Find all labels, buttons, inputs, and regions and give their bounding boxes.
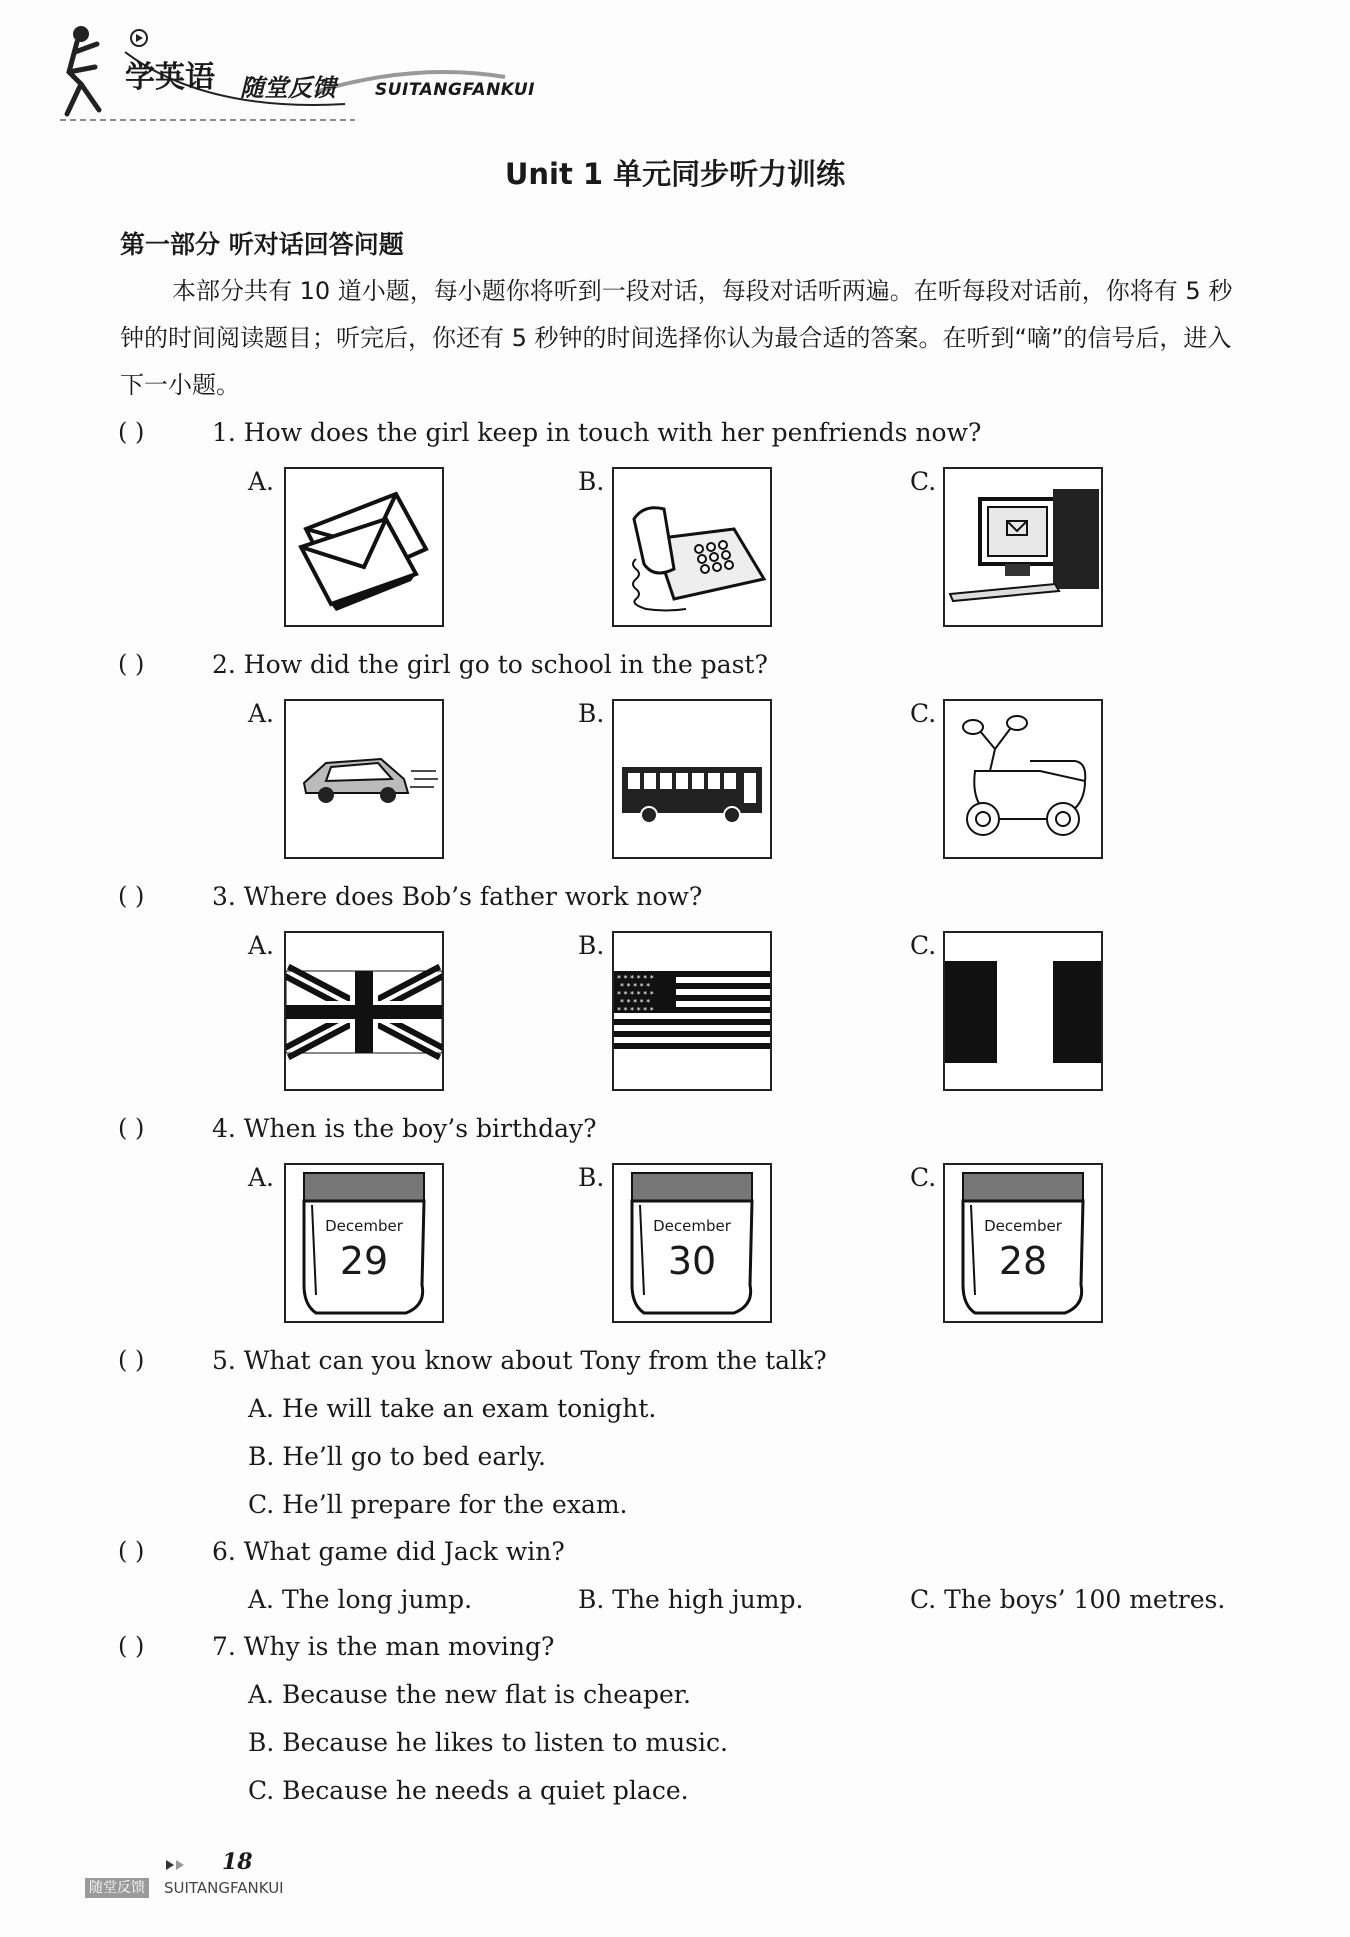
- us-flag-icon: [614, 933, 770, 1089]
- option-label: C.: [910, 1163, 937, 1192]
- option-c[interactable]: C. The boys’ 100 metres.: [910, 1585, 1226, 1614]
- answer-blank[interactable]: ( ): [118, 1346, 145, 1374]
- question-3: 3. Where does Bob’s father work now?: [212, 882, 703, 911]
- option-b[interactable]: B. Because he likes to listen to music.: [248, 1728, 728, 1757]
- option-image-telephone[interactable]: [612, 467, 772, 627]
- option-label: B.: [578, 467, 605, 496]
- option-label: A.: [248, 1163, 275, 1192]
- svg-text:* * * * * *: * * * * * *: [617, 990, 654, 999]
- option-image-calendar[interactable]: [284, 1163, 444, 1323]
- calendar-month: December: [984, 1217, 1062, 1235]
- calendar-month: December: [653, 1217, 731, 1235]
- footer-tag-en: SUITANGFANKUI: [164, 1879, 284, 1897]
- calendar-month: December: [325, 1217, 403, 1235]
- svg-text:* * * * * *: * * * * * *: [617, 974, 654, 983]
- page-number: 18: [222, 1849, 253, 1875]
- svg-text:* * * * * *: * * * * * *: [617, 1006, 654, 1015]
- option-c[interactable]: C. Because he needs a quiet place.: [248, 1776, 689, 1805]
- footer-tag: 随堂反馈: [85, 1878, 149, 1898]
- option-label: C.: [910, 467, 937, 496]
- option-image-bus[interactable]: [612, 699, 772, 859]
- question-4: 4. When is the boy’s birthday?: [212, 1114, 597, 1143]
- option-label: B.: [578, 1163, 605, 1192]
- option-label: B.: [578, 699, 605, 728]
- envelope-icon: [286, 469, 442, 625]
- uk-flag-icon: [286, 933, 442, 1089]
- option-label: C.: [910, 931, 937, 960]
- calendar-day: 28: [998, 1239, 1048, 1283]
- scooter-icon: [945, 701, 1101, 857]
- option-a[interactable]: A. He will take an exam tonight.: [248, 1394, 657, 1423]
- telephone-icon: [614, 469, 770, 625]
- option-a[interactable]: A. The long jump.: [248, 1585, 473, 1614]
- question-1: 1. How does the girl keep in touch with her penfriends now?: [212, 418, 982, 447]
- header-subtitle-en: SUITANGFANKUI: [375, 80, 535, 100]
- option-image-uk-flag[interactable]: [284, 931, 444, 1091]
- option-image-scooter[interactable]: [943, 699, 1103, 859]
- calendar-day: 30: [667, 1239, 717, 1283]
- header-title: 学英语: [125, 60, 215, 95]
- option-label: A.: [248, 699, 275, 728]
- bus-icon: [614, 701, 770, 857]
- question-5: 5. What can you know about Tony from the talk?: [212, 1346, 827, 1375]
- svg-text:* * * * *: * * * * *: [620, 998, 651, 1007]
- answer-blank[interactable]: ( ): [118, 418, 145, 446]
- option-label: A.: [248, 931, 275, 960]
- option-image-computer[interactable]: [943, 467, 1103, 627]
- option-b[interactable]: B. The high jump.: [578, 1585, 804, 1614]
- car-icon: [286, 701, 442, 857]
- tricolour-flag-icon: [945, 933, 1101, 1089]
- option-image-calendar[interactable]: [943, 1163, 1103, 1323]
- answer-blank[interactable]: ( ): [118, 1632, 145, 1660]
- option-label: A.: [248, 467, 275, 496]
- double-arrow-icon: [166, 1858, 188, 1872]
- option-a[interactable]: A. Because the new flat is cheaper.: [248, 1680, 691, 1709]
- answer-blank[interactable]: ( ): [118, 1537, 145, 1565]
- answer-blank[interactable]: ( ): [118, 650, 145, 678]
- option-label: C.: [910, 699, 937, 728]
- answer-blank[interactable]: ( ): [118, 1114, 145, 1142]
- option-image-us-flag[interactable]: [612, 931, 772, 1091]
- calendar-day: 29: [339, 1239, 389, 1283]
- option-b[interactable]: B. He’ll go to bed early.: [248, 1442, 546, 1471]
- question-7: 7. Why is the man moving?: [212, 1632, 555, 1661]
- answer-blank[interactable]: ( ): [118, 882, 145, 910]
- question-2: 2. How did the girl go to school in the past?: [212, 650, 768, 679]
- option-image-letters[interactable]: [284, 467, 444, 627]
- option-image-calendar[interactable]: [612, 1163, 772, 1323]
- section-intro: 本部分共有 10 道小题，每小题你将听到一段对话，每段对话听两遍。在听每段对话前，你将有 5 秒钟的时间阅读题目；听完后，你还有 5 秒钟的时间选择你认为最合适的答案。在听到“嘀”的信号后，进入下一小题。: [120, 277, 1233, 399]
- option-image-car[interactable]: [284, 699, 444, 859]
- question-6: 6. What game did Jack win?: [212, 1537, 565, 1566]
- option-label: B.: [578, 931, 605, 960]
- header-subtitle: 随堂反馈: [240, 74, 336, 102]
- option-image-tricolour-flag[interactable]: [943, 931, 1103, 1091]
- unit-title: Unit 1 单元同步听力训练: [504, 157, 846, 191]
- option-c[interactable]: C. He’ll prepare for the exam.: [248, 1490, 628, 1519]
- section-title: 第一部分 听对话回答问题: [120, 230, 404, 259]
- computer-icon: [945, 469, 1101, 625]
- svg-text:* * * * *: * * * * *: [620, 982, 651, 991]
